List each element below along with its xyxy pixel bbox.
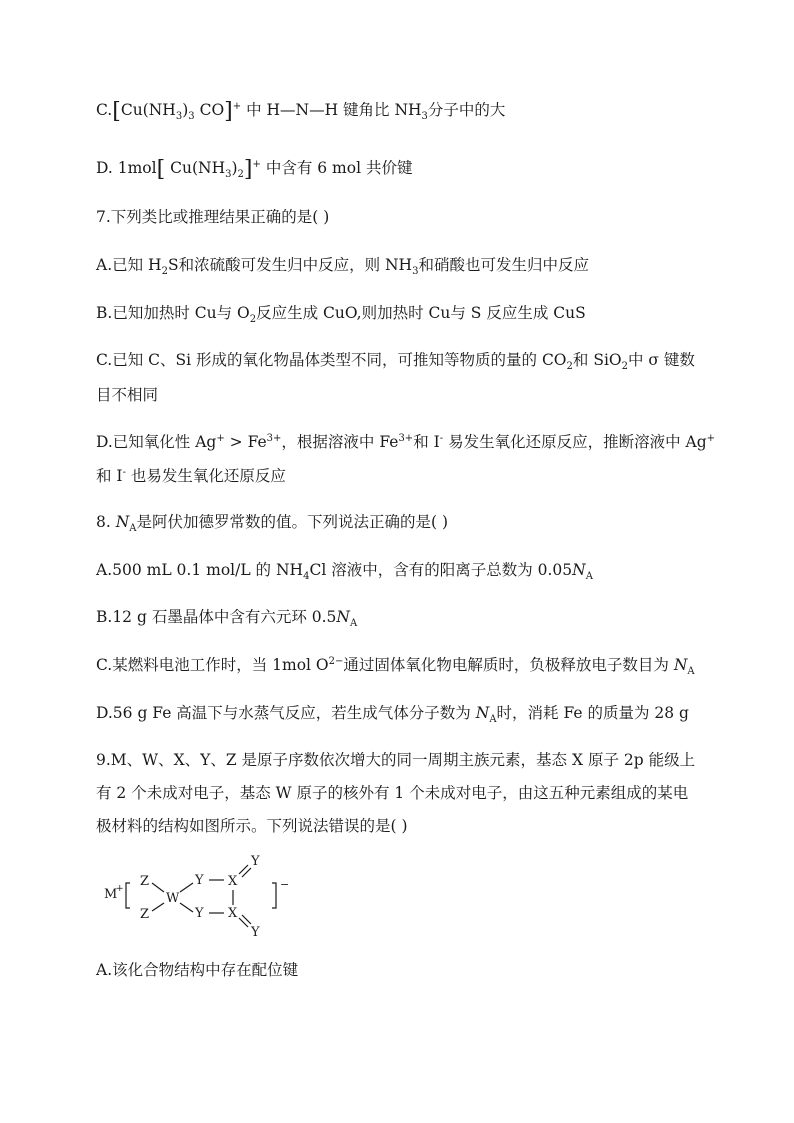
struct-y-top: Y: [195, 873, 204, 888]
struct-z-bottom: Z: [140, 907, 150, 922]
q7-option-d-line2: 和 I- 也易发生氧化还原反应: [96, 466, 286, 485]
q7-option-b: B.已知加热时 Cu与 $O_2$反应生成 CuO,则加热时 Cu与 S 反应生成 CuS: [96, 304, 586, 326]
q7-option-c-line2: 目不相同: [96, 386, 159, 404]
q8-option-b: B.12 g 石墨晶体中含有六元环 $0.5N_A$: [96, 608, 358, 630]
bond-z-w-top: [152, 883, 164, 892]
q8-option-d: D.56 g Fe 高温下与水蒸气反应，若生成气体分子数为 $N_A$时，消耗 Fe 的质量为 28 g: [96, 704, 689, 726]
bond-z-w-bottom: [152, 903, 164, 911]
question-9-line3: 极材料的结构如图所示。下列说法错误的是( ): [96, 817, 408, 835]
struct-m: M: [104, 887, 118, 902]
struct-z-top: Z: [140, 874, 150, 889]
struct-y-top-right: Y: [251, 854, 260, 869]
q6-option-c: $C.[Cu(NH_3)_3$ CO]+ 中 H—N—H 键角比 $NH_3$分子中的大: [96, 99, 506, 124]
q8-option-c: C.某燃料电池工作时，当 1mol $O^{2-}$通过固体氧化物电解质时，负极释放电子数目为 $N_A$: [96, 655, 695, 678]
q7-option-d-line1: D.已知氧化性 $Ag^+ > Fe^{3+}$，根据溶液中 $Fe^{3+}$和 I- 易发生氧化还原反应，推断溶液中 Ag+: [96, 432, 716, 451]
struct-m-charge: +: [116, 884, 124, 894]
struct-x-bottom: X: [228, 906, 238, 921]
q9-option-a: A.该化合物结构中存在配位键: [96, 961, 299, 979]
struct-y-bottom-right: Y: [251, 925, 260, 940]
q7-option-c-line1: C.已知 C、Si 形成的氧化物晶体类型不同，可推知等物质的量的 $CO_2$和 SiO$_2$中 σ 键数: [96, 351, 695, 373]
struct-charge: −: [280, 878, 290, 891]
struct-left-bracket: [126, 883, 130, 908]
q6-option-d: D. 1mol[ $Cu(NH_3)_2]^+$ 中含有 6 mol 共价键: [96, 157, 413, 182]
struct-y-bottom: Y: [195, 906, 204, 921]
question-9-line2: 有 2 个未成对电子，基态 W 原子的核外有 1 个未成对电子，由这五种元素组成的某电: [96, 784, 689, 802]
q8-option-a: A.500 mL 0.1 mol/L 的 $NH_4Cl$ 溶液中，含有的阳离子总数为 $0.05N_A$: [96, 561, 593, 583]
bond-w-y-top: [180, 883, 193, 892]
struct-right-bracket: [272, 883, 276, 908]
bond-w-y-bottom: [180, 903, 193, 912]
question-9-line1: 9.M、W、X、Y、Z 是原子序数依次增大的同一周期主族元素，基态 X 原子 2p 能级上: [96, 751, 696, 769]
struct-w: W: [166, 891, 180, 906]
question-8-stem: 8. $N_A$是阿伏加德罗常数的值。下列说法正确的是( ): [96, 513, 449, 535]
question-7-stem: 7.下列类比或推理结果正确的是( ): [96, 208, 330, 226]
structure-diagram: [100, 848, 300, 943]
struct-x-top: X: [228, 874, 238, 889]
q7-option-a: A.已知 $H_2S$和浓硫酸可发生归中反应，则 $NH_3$和硝酸也可发生归中反应: [96, 256, 589, 278]
